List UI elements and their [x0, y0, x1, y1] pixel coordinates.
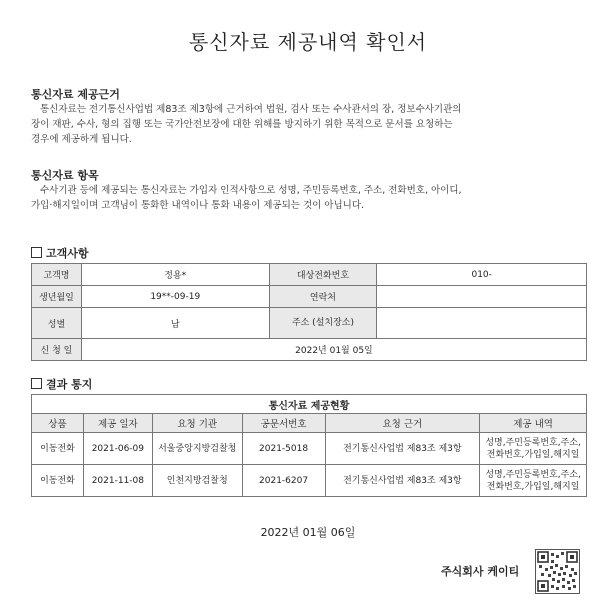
customer-table	[31, 263, 587, 361]
doc-no-cell: 2021-6207	[242, 465, 325, 497]
phone-label: 대상전화번호	[269, 264, 377, 286]
contact-label: 연락처	[269, 286, 377, 308]
table-row	[32, 286, 587, 308]
items-heading: 통신자료 항목	[31, 169, 99, 182]
customer-heading-label: 고객사항	[46, 247, 89, 260]
birth-label: 생년월일	[32, 286, 82, 308]
gender-value: 남	[81, 308, 269, 339]
column-header: 공문서번호	[242, 414, 325, 433]
table-row	[32, 433, 587, 465]
company-name: 주식회사 케이티	[441, 565, 520, 578]
agency-cell: 서울중앙지방검찰청	[152, 433, 242, 465]
basis-line: 통신자료는 전기통신사업법 제83조 제3항에 근거하여 법원, 검사 또는 수사관서의 장, 정보수사기관의	[40, 104, 462, 115]
address-label: 주소 (설치장소)	[269, 308, 377, 339]
product-cell: 이동전화	[32, 433, 84, 465]
table-row	[32, 339, 587, 361]
detail-line: 성명,주민등록번호,주소,	[485, 437, 581, 448]
items-line: 가입·해지일이며 고객님이 통화한 내역이나 통화 내용이 제공되는 것이 아닙니다.	[31, 200, 365, 211]
issue-date: 2022년 01월 06일	[260, 526, 356, 539]
column-header: 상품	[32, 414, 84, 433]
column-header: 요청 기관	[152, 414, 242, 433]
column-header: 요청 근거	[325, 414, 480, 433]
basis-line: 장이 재판, 수사, 형의 집행 또는 국가안전보장에 대한 위해를 방지하기 위한 목적으로 문서를 요청하는	[31, 119, 453, 130]
date-cell: 2021-11-08	[83, 465, 152, 497]
result-table-caption: 통신자료 제공현황	[32, 395, 587, 414]
result-heading-label: 결과 통지	[46, 378, 93, 391]
gender-label: 성별	[32, 308, 82, 339]
document-title: 통신자료 제공내역 확인서	[188, 30, 428, 54]
detail-line: 전화번호,가입일,해지일	[486, 481, 580, 492]
customer-heading	[31, 245, 89, 261]
items-line: 수사기관 등에 제공되는 통신자료는 가입자 인적사항으로 성명, 주민등록번호, 주소, 전화번호, 아이디,	[40, 185, 462, 196]
basis-paragraph	[31, 102, 587, 147]
request-date-label: 신 청 일	[32, 339, 82, 361]
checkbox-square-icon	[31, 378, 42, 389]
detail-line: 성명,주민등록번호,주소,	[485, 469, 581, 480]
basis-cell: 전기통신사업법 제83조 제3항	[325, 433, 480, 465]
name-label: 고객명	[32, 264, 82, 286]
column-header: 제공 내역	[480, 414, 587, 433]
column-header: 제공 일자	[83, 414, 152, 433]
detail-line: 전화번호,가입일,해지일	[486, 449, 580, 460]
basis-heading: 통신자료 제공근거	[31, 88, 120, 101]
table-header-row	[32, 414, 587, 433]
request-date-value: 2022년 01월 05일	[81, 339, 586, 361]
checkbox-square-icon	[31, 247, 42, 258]
contact-value	[377, 286, 587, 308]
result-table	[31, 394, 587, 497]
basis-cell: 전기통신사업법 제83조 제3항	[325, 465, 480, 497]
qr-seal-icon	[535, 549, 580, 594]
address-value	[377, 308, 587, 339]
date-cell: 2021-06-09	[83, 433, 152, 465]
agency-cell: 인천지방검찰청	[152, 465, 242, 497]
table-row	[32, 465, 587, 497]
detail-cell	[480, 433, 587, 465]
table-row	[32, 264, 587, 286]
birth-value: 19**-09-19	[81, 286, 269, 308]
items-paragraph	[31, 183, 587, 213]
phone-value: 010-	[377, 264, 587, 286]
doc-no-cell: 2021-5018	[242, 433, 325, 465]
table-row	[32, 308, 587, 339]
product-cell: 이동전화	[32, 465, 84, 497]
name-value: 정용*	[81, 264, 269, 286]
detail-cell	[480, 465, 587, 497]
result-heading	[31, 376, 92, 392]
basis-line: 경우에 제공하게 됩니다.	[31, 134, 132, 145]
